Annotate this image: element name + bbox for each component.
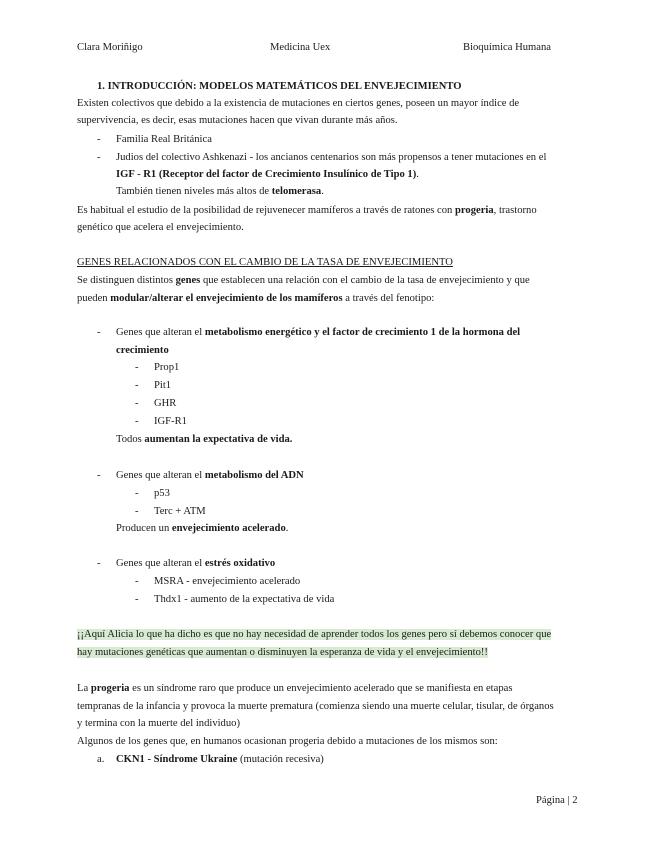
progeria-term: progeria bbox=[90, 683, 130, 694]
bullet-dash: - bbox=[97, 327, 101, 338]
bullet-dash: - bbox=[97, 152, 101, 163]
gene-item: Pit1 bbox=[154, 380, 172, 391]
bold-text: CKN1 - Síndrome Ukraine bbox=[116, 754, 238, 765]
sub-dash: - bbox=[135, 506, 139, 517]
sub-dash: - bbox=[135, 576, 139, 587]
gene-group-dna-metabolism bbox=[116, 469, 304, 482]
sub-dash: - bbox=[135, 380, 139, 391]
sub-dash: - bbox=[135, 416, 139, 427]
text: Genes que alteran el bbox=[116, 558, 205, 569]
progeria-mice-line-1 bbox=[77, 204, 537, 217]
bullet-ashkenazi-line-3 bbox=[116, 185, 324, 198]
punctuation: . bbox=[416, 169, 419, 180]
sub-dash: - bbox=[135, 362, 139, 373]
text: pueden bbox=[77, 293, 111, 304]
progeria-mice-line-2: genético que acelera el envejecimiento. bbox=[77, 222, 244, 233]
genes-intro-line-2 bbox=[77, 292, 434, 305]
intro-paragraph-line-2: supervivencia, es decir, esas mutaciones hacen que vivan durante más años. bbox=[77, 115, 398, 126]
header-author: Clara Moriñigo bbox=[77, 42, 143, 53]
text: Genes que alteran el bbox=[116, 470, 205, 481]
bold-text: envejecimiento acelerado bbox=[171, 523, 286, 534]
page-number: Página | 2 bbox=[536, 795, 578, 806]
text: La bbox=[77, 683, 91, 694]
text: que establecen una relación con el cambio de la tasa de envejecimiento y que bbox=[200, 275, 530, 286]
gene-item: GHR bbox=[154, 398, 177, 409]
punctuation: . bbox=[321, 186, 324, 197]
intro-paragraph-line-1: Existen colectivos que debido a la existencia de mutaciones en ciertos genes, poseen un mayor índice de bbox=[77, 98, 520, 109]
gene-group-2-note bbox=[116, 522, 288, 535]
genes-intro-line-1 bbox=[77, 274, 530, 287]
sub-dash: - bbox=[135, 594, 139, 605]
sub-dash: - bbox=[135, 398, 139, 409]
gene-item: IGF-R1 bbox=[154, 416, 187, 427]
header-subject: Bioquímica Humana bbox=[463, 42, 551, 53]
text: Producen un bbox=[116, 523, 172, 534]
text: Todos bbox=[116, 434, 145, 445]
gene-item: MSRA - envejecimiento acelerado bbox=[154, 576, 301, 587]
section-title: 1. INTRODUCCIÓN: MODELOS MATEMÁTICOS DEL ENVEJECIMIENTO bbox=[97, 81, 462, 92]
bullet-dash: - bbox=[97, 470, 101, 481]
sub-dash: - bbox=[135, 488, 139, 499]
bullet-dash: - bbox=[97, 558, 101, 569]
modular-term: modular/alterar el envejecimiento de los mamíferos bbox=[110, 293, 343, 304]
bold-text: metabolismo del ADN bbox=[204, 470, 304, 481]
highlighted-note-line-2 bbox=[77, 646, 488, 659]
progeria-line-2: tempranas de la infancia y provoca la muerte prematura (comienza siendo una muerte celular, tisular, de órganos bbox=[77, 701, 554, 712]
progeria-line-1 bbox=[77, 682, 512, 695]
gene-group-metabolism-energetic bbox=[116, 326, 520, 339]
text: Se distinguen distintos bbox=[77, 275, 176, 286]
gene-item: Terc + ATM bbox=[154, 506, 206, 517]
highlighted-note-line-1 bbox=[77, 628, 551, 641]
gene-item: p53 bbox=[154, 488, 170, 499]
progeria-line-4: Algunos de los genes que, en humanos ocasionan progeria debido a mutaciones de los mismos son: bbox=[77, 736, 498, 747]
gene-group-metabolism-energetic-line-2: crecimiento bbox=[116, 345, 169, 356]
highlighted-text: hay mutaciones genéticas que aumentan o disminuyen la esperanza de vida y el envejecimiento!! bbox=[77, 647, 488, 658]
text: Genes que alteran el bbox=[116, 327, 205, 338]
gene-group-oxidative-stress bbox=[116, 557, 275, 570]
progeria-line-3: y termina con la muerte del individuo) bbox=[77, 718, 240, 729]
bold-text: estrés oxidativo bbox=[204, 558, 276, 569]
highlighted-text: ¡¡Aquí Alicia lo que ha dicho es que no hay necesidad de aprender todos los genes pero sí debemos conocer que bbox=[77, 629, 552, 640]
gene-item: Prop1 bbox=[154, 362, 180, 373]
bullet-royal-family: Familia Real Británica bbox=[116, 134, 212, 145]
telomerasa-term: telomerasa bbox=[271, 186, 322, 197]
bullet-ashkenazi-line-2 bbox=[116, 168, 419, 181]
progeria-term: progeria bbox=[455, 205, 494, 216]
list-marker: a. bbox=[97, 754, 105, 765]
gene-item: Thdx1 - aumento de la expectativa de vida bbox=[154, 594, 335, 605]
text: a través del fenotipo: bbox=[342, 293, 435, 304]
text: Es habitual el estudio de la posibilidad de rejuvenecer mamíferos a través de ratones con bbox=[77, 205, 456, 216]
gene-group-1-note bbox=[116, 433, 292, 446]
text: También tienen niveles más altos de bbox=[116, 186, 272, 197]
genes-heading: GENES RELACIONADOS CON EL CAMBIO DE LA TASA DE ENVEJECIMIENTO bbox=[77, 257, 453, 268]
text: es un síndrome raro que produce un envejecimiento acelerado que se manifiesta en etapas bbox=[129, 683, 513, 694]
bullet-ashkenazi-line-1: Judios del colectivo Ashkenazi - los ancianos centenarios son más propensos a tener mutaciones en el bbox=[116, 152, 547, 163]
igf-r1-term: IGF - R1 (Receptor del factor de Crecimiento Insulínico de Tipo 1) bbox=[116, 169, 417, 180]
text: , trastorno bbox=[493, 205, 537, 216]
bold-text: metabolismo energético y el factor de crecimiento 1 de la hormona del bbox=[204, 327, 521, 338]
header-course: Medicina Uex bbox=[270, 42, 331, 53]
progeria-gene-ckn1 bbox=[116, 753, 324, 766]
bold-text: aumentan la expectativa de vida. bbox=[144, 434, 293, 445]
bullet-dash: - bbox=[97, 134, 101, 145]
genes-term: genes bbox=[175, 275, 201, 286]
punctuation: . bbox=[285, 523, 289, 534]
text: (mutación recesiva) bbox=[237, 754, 324, 765]
